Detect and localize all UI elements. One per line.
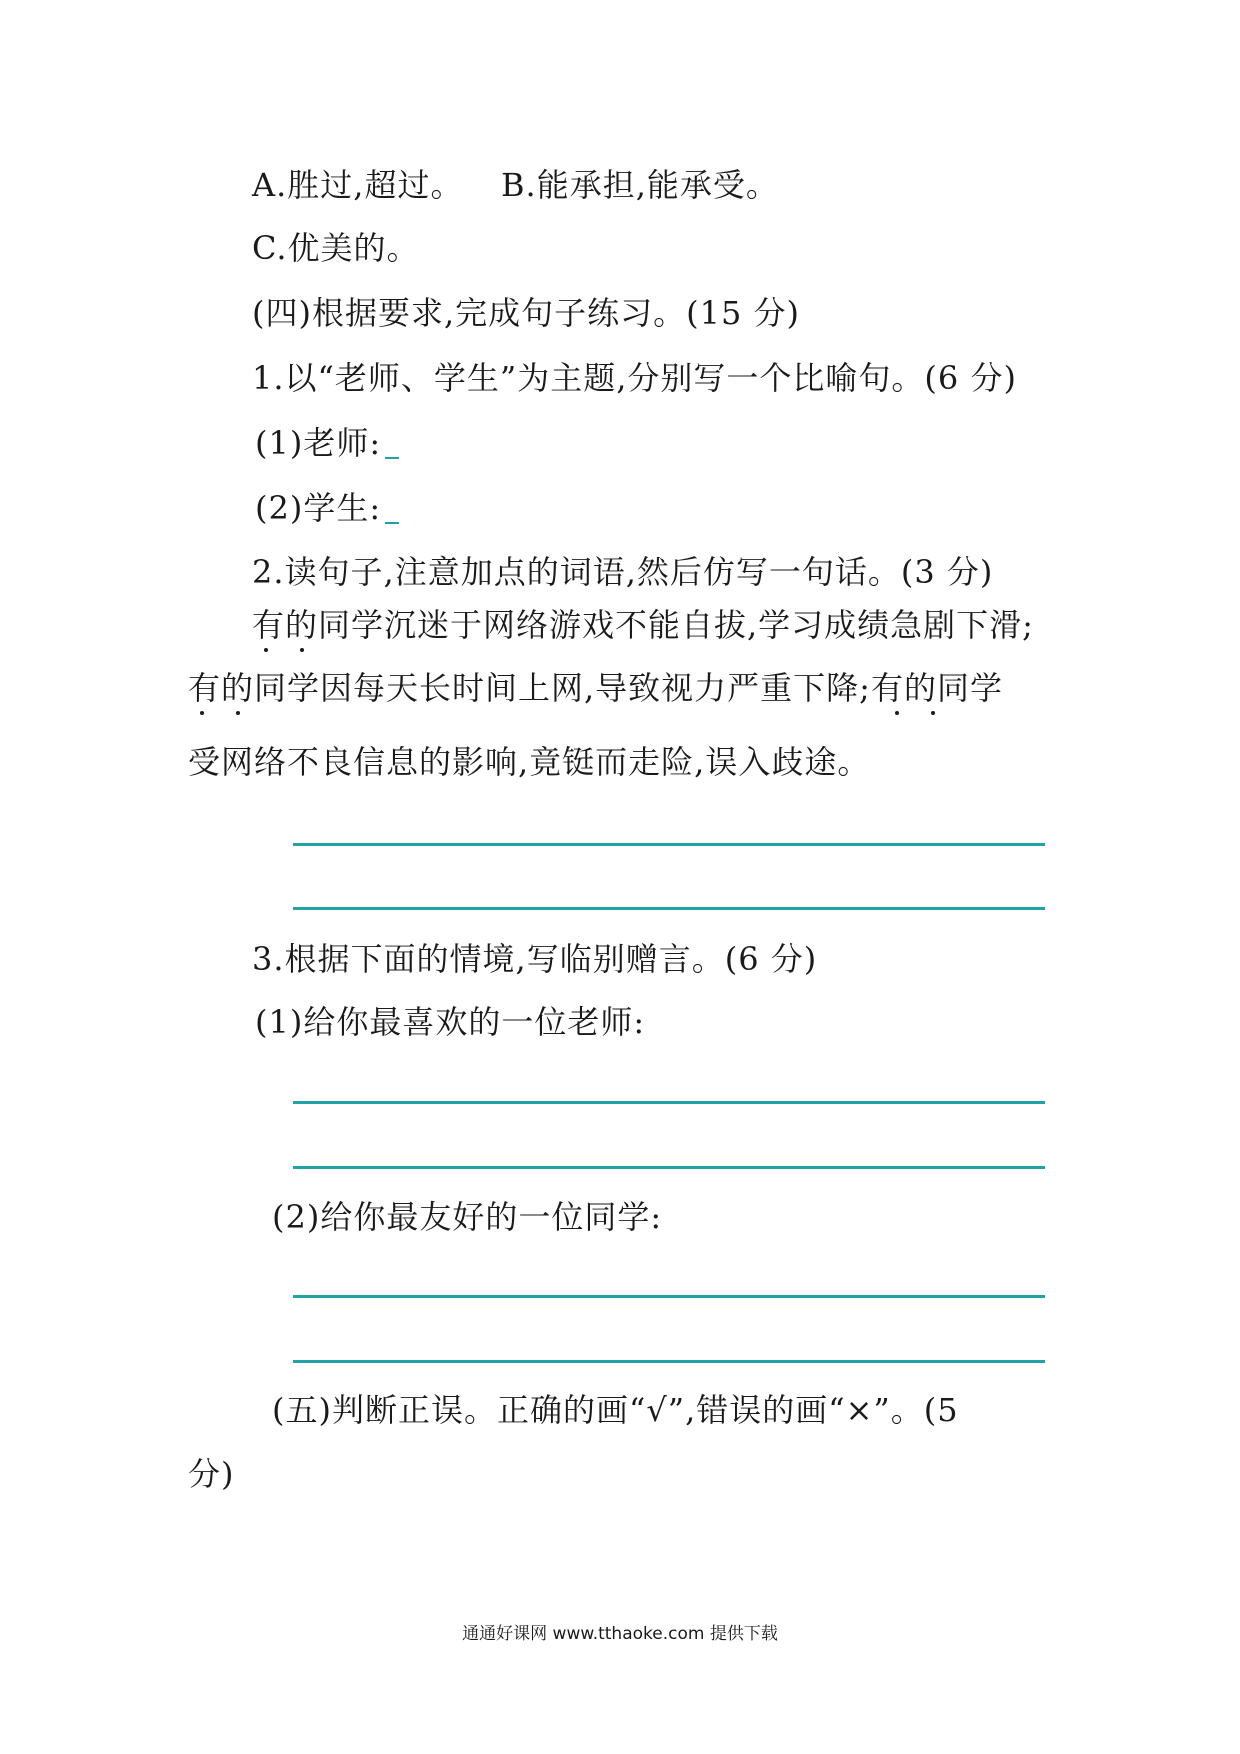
q1-prompt: 1.以“老师、学生”为主题,分别写一个比喻句。(6 分)	[252, 359, 1017, 397]
q3-prompt: 3.根据下面的情境,写临别赠言。(6 分)	[252, 940, 818, 978]
q3-teacher-answer-line-2[interactable]	[293, 1166, 1045, 1169]
emphasis-dots-line-1	[0, 648, 1, 654]
section4-heading: (四)根据要求,完成句子练习。(15 分)	[252, 294, 801, 332]
q3-teacher-answer-line-1[interactable]	[293, 1101, 1045, 1104]
q1-item-teacher: (1)老师:	[255, 424, 382, 462]
section5-heading-continued: 分)	[188, 1455, 235, 1493]
q3-classmate-answer-line-1[interactable]	[293, 1295, 1045, 1298]
emphasis-dot	[300, 648, 304, 652]
page-footer: 通通好课网 www.tthaoke.com 提供下载	[462, 1624, 778, 1644]
emphasis-dot	[236, 711, 240, 715]
q2-answer-line-2[interactable]	[293, 907, 1045, 910]
q2-passage-line-2: 有的同学因每天长时间上网,导致视力严重下降;有的同学	[188, 669, 1003, 707]
section5-heading: (五)判断正误。正确的画“√”,错误的画“×”。(5	[272, 1391, 959, 1429]
q2-passage-line-3: 受网络不良信息的影响,竟铤而走险,误入歧途。	[188, 743, 871, 781]
emphasis-dot	[895, 711, 899, 715]
q2-answer-line-1[interactable]	[293, 843, 1045, 846]
student-answer-blank[interactable]	[385, 522, 399, 524]
option-c: C.优美的。	[252, 229, 420, 267]
emphasis-dots-line-2	[0, 711, 1, 717]
emphasis-dot	[931, 711, 935, 715]
q2-passage-line-1: 有的同学沉迷于网络游戏不能自拔,学习成绩急剧下滑;	[252, 606, 1034, 644]
option-a: A.胜过,超过。	[252, 166, 464, 204]
option-b: B.能承担,能承受。	[501, 166, 779, 204]
q3-classmate-answer-line-2[interactable]	[293, 1360, 1045, 1363]
emphasis-dot	[200, 711, 204, 715]
teacher-answer-blank[interactable]	[385, 457, 399, 459]
q2-prompt: 2.读句子,注意加点的词语,然后仿写一句话。(3 分)	[252, 553, 994, 591]
emphasis-dot	[264, 648, 268, 652]
q1-item-student: (2)学生:	[255, 489, 382, 527]
q3-item-teacher: (1)给你最喜欢的一位老师:	[255, 1003, 646, 1041]
q3-item-classmate: (2)给你最友好的一位同学:	[272, 1198, 663, 1236]
